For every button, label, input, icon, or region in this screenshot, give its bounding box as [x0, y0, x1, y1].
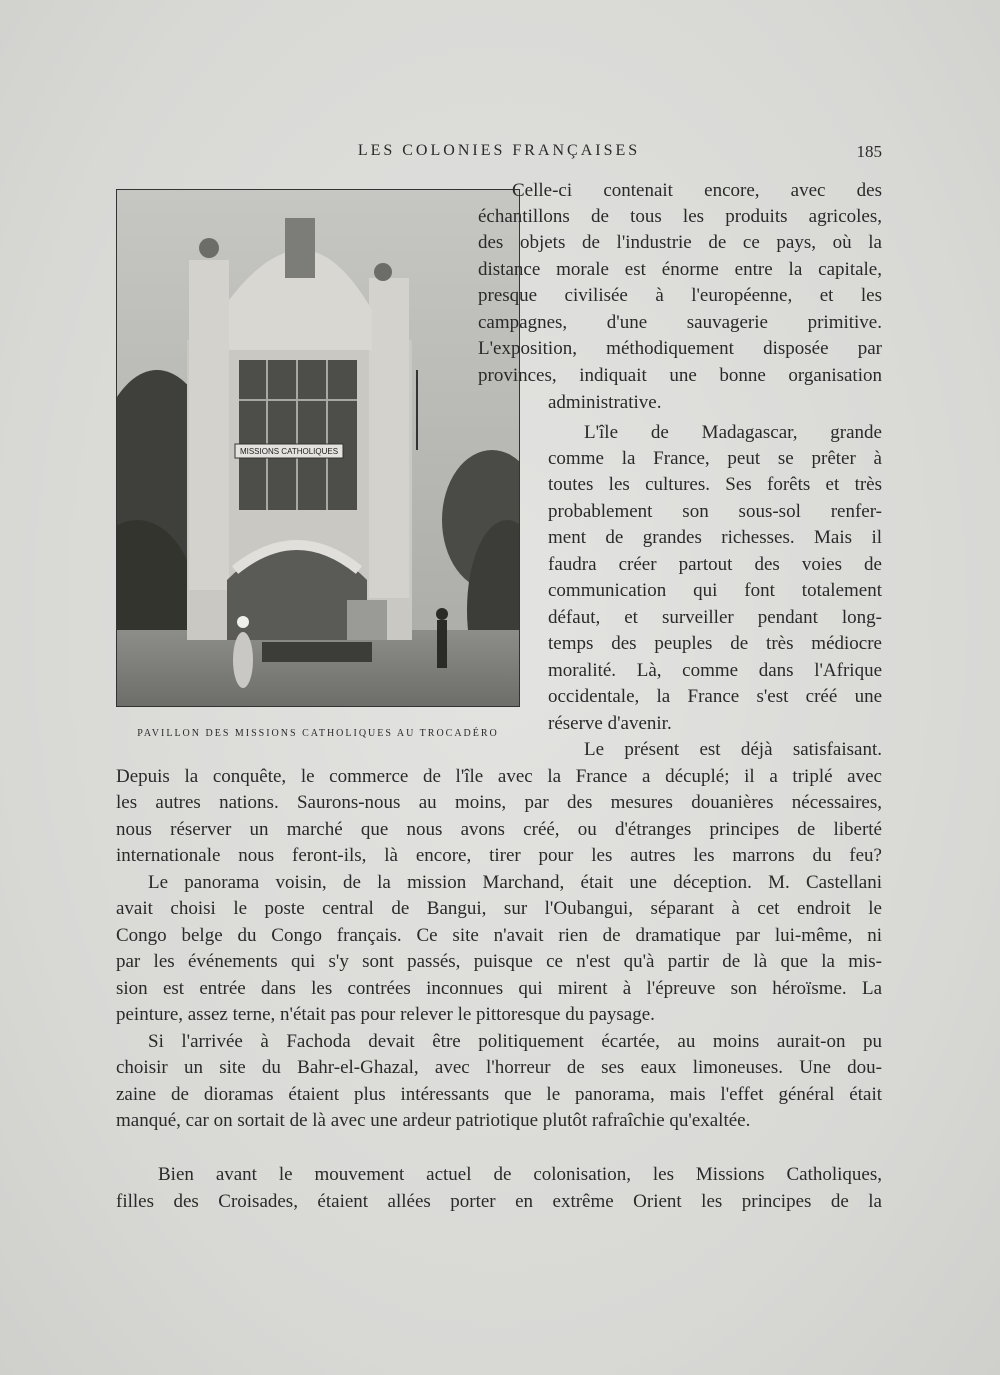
text-line: comme la France, peut se prêter à [548, 448, 882, 469]
text-line: ment de grandes richesses. Mais il [548, 527, 882, 548]
text-line: filles des Croisades, étaient allées porter en extrême Orient les principes de la [116, 1191, 882, 1212]
text-line: des objets de l'industrie de ce pays, où la [478, 232, 882, 253]
text-line: campagnes, d'une sauvagerie primitive. [478, 312, 882, 333]
text-line: provinces, indiquait une bonne organisation [478, 365, 882, 386]
text-line: communication qui font totalement [548, 580, 882, 601]
text-line: défaut, et surveiller pendant long- [548, 607, 882, 628]
text-line: occidentale, la France s'est créé une [548, 686, 882, 707]
text-line: distance morale est énorme entre la capitale, [478, 259, 882, 280]
text-line: réserve d'avenir. [548, 713, 672, 734]
page-number: 185 [856, 142, 882, 161]
text-line: Le présent est déjà satisfaisant. [584, 739, 882, 760]
figure [116, 189, 520, 739]
text-line: Depuis la conquête, le commerce de l'île avec la France a décuplé; il a triplé avec [116, 766, 882, 787]
text-line: Celle-ci contenait encore, avec des [512, 180, 882, 201]
text-line: manqué, car on sortait de là avec une ardeur patriotique plutôt rafraîchie qu'exaltée. [116, 1110, 751, 1131]
text-line: presque civilisée à l'européenne, et les [478, 285, 882, 306]
text-line: avait choisi le poste central de Bangui, sur l'Oubangui, séparant à cet endroit le [116, 898, 882, 919]
page-header [116, 142, 882, 166]
text-line: sion est entrée dans les contrées inconnues qui mirent à l'épreuve son héroïsme. La [116, 978, 882, 999]
text-line: zaine de dioramas étaient plus intéressants que le panorama, mais l'effet général était [116, 1084, 882, 1105]
text-line: moralité. Là, comme dans l'Afrique [548, 660, 882, 681]
text-line: peinture, assez terne, n'était pas pour relever le pittoresque du paysage. [116, 1004, 655, 1025]
running-title: LES COLONIES FRANÇAISES [357, 142, 641, 159]
text-line: faudra créer partout des voies de [548, 554, 882, 575]
text-line: internationale nous feront-ils, là encore, tirer pour les autres les marrons du feu? [116, 845, 882, 866]
text-line: toutes les cultures. Ses forêts et très [548, 474, 882, 495]
text-line: temps des peuples de très médiocre [548, 633, 882, 654]
text-line: L'exposition, méthodiquement disposée par [478, 338, 882, 359]
text-line: échantillons de tous les produits agricoles, [478, 206, 882, 227]
text-line: probablement son sous-sol renfer- [548, 501, 882, 522]
text-line: Bien avant le mouvement actuel de colonisation, les Missions Catholiques, [158, 1164, 882, 1185]
text-line: les autres nations. Saurons-nous au moins, par des mesures douanières nécessaires, [116, 792, 882, 813]
pavilion-sign-text: MISSIONS CATHOLIQUES [239, 447, 339, 456]
text-line: L'île de Madagascar, grande [584, 422, 882, 443]
pavilion-photo [116, 189, 520, 707]
text-line: Si l'arrivée à Fachoda devait être politiquement écartée, au moins aurait-on pu [148, 1031, 882, 1052]
text-line: nous réserver un marché que nous avons créé, ou d'étranges principes de liberté [116, 819, 882, 840]
text-line: Congo belge du Congo français. Ce site n'avait rien de dramatique par lui-même, ni [116, 925, 882, 946]
text-line: administrative. [548, 392, 662, 413]
text-line: Le panorama voisin, de la mission Marchand, était une déception. M. Castellani [148, 872, 882, 893]
text-line: choisir un site du Bahr-el-Ghazal, avec l'horreur de ses eaux limoneuses. Une dou- [116, 1057, 882, 1078]
figure-caption: PAVILLON DES MISSIONS CATHOLIQUES AU TROCADÉRO [137, 728, 499, 739]
text-line: par les événements qui s'y sont passés, puisque ce n'est qu'à partir de là que la mis- [116, 951, 882, 972]
